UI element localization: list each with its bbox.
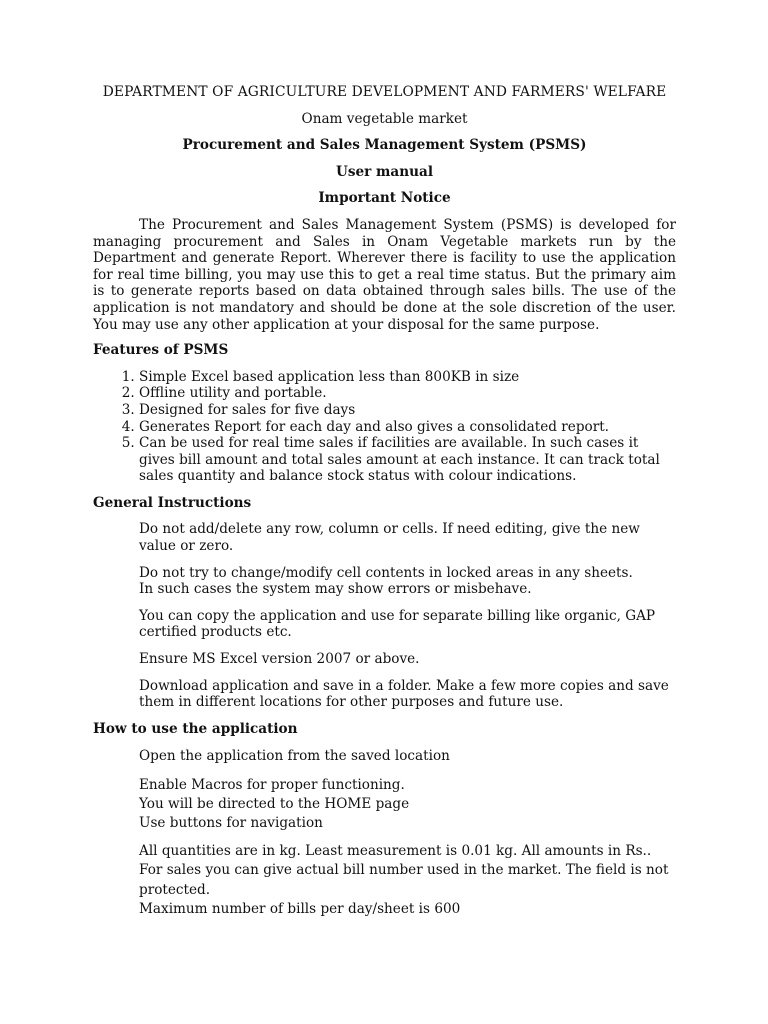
instruction-paragraph: All quantities are in kg. Least measurement is 0.01 kg. All amounts in Rs.. For sales you can give actual bill number used in the market. The field is not protected. <box>139 843 669 898</box>
market-subheading: Onam vegetable market <box>301 110 468 127</box>
list-item: 4. Generates Report for each day and also gives a consolidated report. <box>139 419 676 436</box>
instruction-paragraph: In such cases the system may show errors or misbehave. <box>139 581 532 598</box>
general-instructions-heading: General Instructions <box>93 494 252 511</box>
intro-paragraph: The Procurement and Sales Management System (PSMS) is developed for managing procurement and Sales in Onam Vegetable markets run by the Department and generate Report. Wherever there is facility to use the application for real time billing, you may use this to get a real time status. But the primary aim is to generate reports based on data obtained through sales bills. The use of the application is not mandatory and should be done at the sole discretion of the user. You may use any other application at your disposal for the same purpose. <box>93 216 676 333</box>
manual-title: User manual <box>336 163 433 180</box>
features-list <box>93 369 676 485</box>
instruction-paragraph: Use buttons for navigation <box>139 815 323 832</box>
instruction-paragraph: Do not add/delete any row, column or cells. If need editing, give the new value or zero. <box>139 521 640 555</box>
list-item: 2. Offline utility and portable. <box>139 385 676 402</box>
instruction-paragraph: Ensure MS Excel version 2007 or above. <box>139 651 420 668</box>
instruction-paragraph: Maximum number of bills per day/sheet is 600 <box>139 900 461 917</box>
list-item: 3. Designed for sales for five days <box>139 402 676 419</box>
instruction-paragraph: You will be directed to the HOME page <box>139 795 410 812</box>
instruction-paragraph: Do not try to change/modify cell contents in locked areas in any sheets. <box>139 564 633 581</box>
department-heading: DEPARTMENT OF AGRICULTURE DEVELOPMENT AND FARMERS' WELFARE <box>102 84 667 100</box>
instruction-paragraph: You can copy the application and use for separate billing like organic, GAP certified products etc. <box>139 607 656 641</box>
system-title: Procurement and Sales Management System (PSMS) <box>182 137 587 154</box>
list-item: 5. Can be used for real time sales if facilities are available. In such cases it gives bill amount and total sales amount at each instance. It can track total sales quantity and balance stock status with colour indications. <box>139 435 676 485</box>
notice-title: Important Notice <box>318 190 451 207</box>
instruction-paragraph: Enable Macros for proper functioning. <box>139 776 405 793</box>
instruction-paragraph: Open the application from the saved location <box>139 748 450 765</box>
instruction-paragraph: Download application and save in a folder. Make a few more copies and save them in different locations for other purposes and future use. <box>139 677 669 711</box>
features-heading: Features of PSMS <box>93 342 229 359</box>
list-item: 1. Simple Excel based application less than 800KB in size <box>139 369 676 386</box>
how-to-use-heading: How to use the application <box>93 720 298 737</box>
